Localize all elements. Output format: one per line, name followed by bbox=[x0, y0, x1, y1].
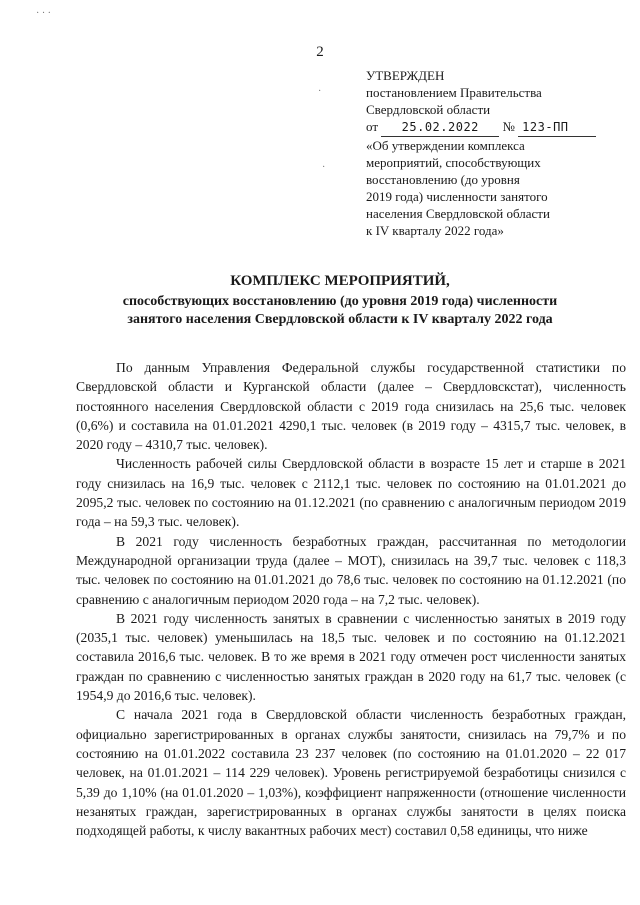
paragraph: Численность рабочей силы Свердловской области в возрасте 15 лет и старше в 2021 году снизилась на 16,9 тыс. человек с 2112,1 тыс. человек по состоянию на 01.01.2021 до 2095,2 тыс. человек по состоянию на 01.12.2021 (по сравнению с аналогичным периодом 2019 года – на 59,3 тыс. человек). bbox=[76, 456, 626, 530]
scan-mark: · · · bbox=[36, 8, 51, 19]
approval-date: 25.02.2022 bbox=[381, 119, 499, 137]
title-sub-line: способствующих восстановлению (до уровня 2019 года) численности bbox=[122, 294, 558, 309]
paragraph: В 2021 году численность занятых в сравнении с численностью занятых в 2019 году (2035,1 тыс. человек) уменьшилась на 18,5 тыс. человек и по состоянию на 01.12.2021 составила 2016,6 тыс. человек. В то же время в 2021 году отмечен рост численности занятых граждан по сравнению с численностью занятых граждан в 2020 году на 61,7 тыс. человек (с 1954,9 до 2016,6 тыс. человек). bbox=[76, 610, 626, 704]
approval-about-line: к IV кварталу 2022 года» bbox=[366, 223, 504, 238]
paragraph: В 2021 году численность безработных граждан, рассчитанная по методологии Международной организации труда (далее – МОТ), снизилась на 39,7 тыс. человек с 118,3 тыс. человек по состоянию на 01.01.2021 до 78,6 тыс. человек по состоянию на 01.12.2021 (по сравнению с аналогичным периодом 2020 года – на 7,2 тыс. человек). bbox=[76, 533, 626, 607]
scan-mark: · bbox=[318, 86, 322, 97]
approval-about-line: восстановлению (до уровня bbox=[366, 172, 520, 187]
approval-line: Свердловской области bbox=[366, 102, 491, 117]
document-title bbox=[60, 272, 620, 329]
approval-about-line: 2019 года) численности занятого bbox=[366, 189, 548, 204]
approval-title: УТВЕРЖДЕН bbox=[366, 68, 445, 83]
from-label: от bbox=[366, 119, 379, 134]
document-body bbox=[76, 358, 626, 840]
approval-number: 123-ПП bbox=[518, 119, 596, 137]
approval-about-line: мероприятий, способствующих bbox=[366, 155, 541, 170]
paragraph: По данным Управления Федеральной службы государственной статистики по Свердловской области и Курганской области (далее – Свердловскстат), численность постоянного населения Свердловской области с 2019 года снизилась на 25,6 тыс. человек (0,6%) и составила на 01.01.2021 4290,1 тыс. человек (в 2019 году – 4315,7 тыс. человек, в 2020 году – 4310,7 тыс. человек). bbox=[76, 360, 626, 453]
page-number: 2 bbox=[316, 44, 324, 60]
title-main: КОМПЛЕКС МЕРОПРИЯТИЙ, bbox=[230, 273, 450, 289]
approval-line: постановлением Правительства bbox=[366, 85, 542, 100]
paragraph: С начала 2021 года в Свердловской области численность безработных граждан, официально зарегистрированных в органах службы занятости, снизилась на 79,7% и по состоянию на 01.01.2022 составила 23 237 человек (по состоянию на 01.01.2020 – 22 017 человек, на 01.01.2021 – 114 229 человек). Уровень регистрируемой безработицы снизился с 5,39 до 1,10% (на 01.01.2020 – 1,03%), коэффициент напряженности (отношение численности незанятых граждан, зарегистрированных в органах службы занятости в целях поиска подходящей работы, к числу вакантных рабочих мест) составил 0,58 единицы, что ниже bbox=[76, 707, 626, 839]
approval-date-number-line bbox=[366, 118, 628, 137]
scan-mark: · bbox=[322, 162, 326, 173]
title-sub-line: занятого населения Свердловской области к IV кварталу 2022 года bbox=[127, 312, 553, 327]
approval-about-line: населения Свердловской области bbox=[366, 206, 550, 221]
approval-about-line: «Об утверждении комплекса bbox=[366, 138, 525, 153]
number-label: № bbox=[502, 119, 515, 134]
approval-stamp bbox=[366, 67, 628, 239]
